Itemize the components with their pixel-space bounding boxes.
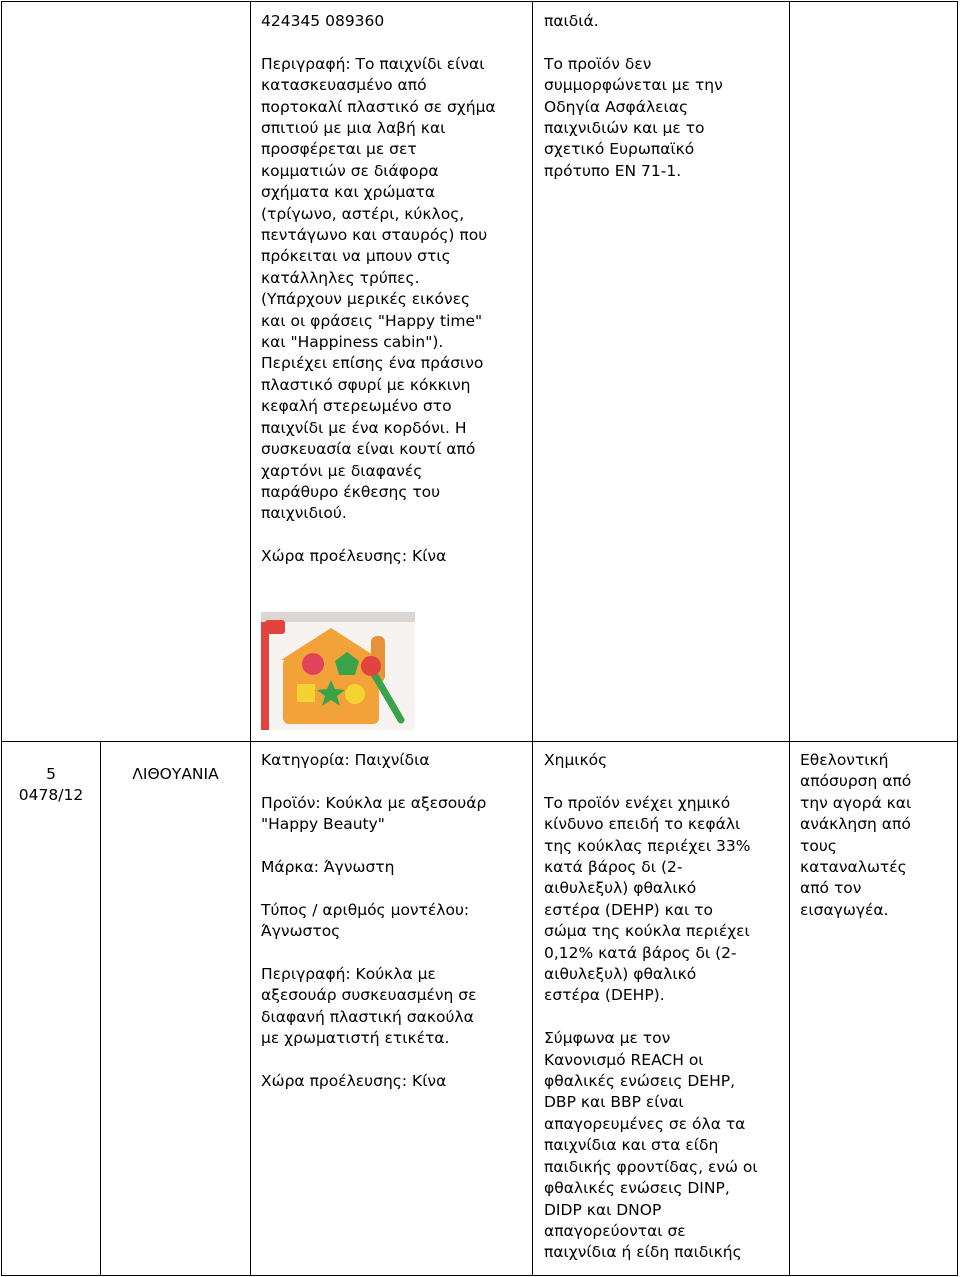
record1-risk-note-line: συμμορφώνεται με την [544, 76, 723, 95]
record1-product-cell [261, 11, 527, 568]
record2-risk-line: εστέρα (DEHP). [544, 986, 665, 1005]
record2-risk-line: κατά βάρος δι (2- [544, 858, 683, 877]
record2-number: 5 [46, 765, 56, 783]
record1-risk-cell [544, 11, 784, 182]
toy-shape-flower [345, 684, 365, 704]
record1-risk-continuation: παιδιά. [544, 12, 599, 30]
record2-regulation-line: Κανονισμό REACH οι [544, 1050, 704, 1069]
record2-brand: Μάρκα: Άγνωστη [261, 858, 395, 876]
record2-risk-type: Χημικός [544, 751, 608, 769]
record2-desc-line: με χρωματιστή ετικέτα. [261, 1029, 450, 1048]
record1-desc-line: πορτοκαλί πλαστικό σε σχήμα [261, 97, 496, 116]
record2-risk-line: κίνδυνο επειδή το κεφάλι [544, 815, 741, 834]
record1-desc-line: (Υπάρχουν μερικές εικόνες [261, 290, 471, 309]
record2-country: ΛΙΘΟΥΑΝΙΑ [132, 765, 219, 783]
record1-desc-line: πρόκειται να μπουν στις [261, 247, 451, 266]
record2-product-line: "Happy Beauty" [261, 815, 385, 834]
record1-id: 424345 089360 [261, 12, 385, 30]
record1-risk-note-line: παιχνιδιών και με το [544, 119, 705, 138]
record1-desc-line: και οι φράσεις "Happy time" [261, 311, 483, 330]
table-border-top [1, 1, 958, 2]
record2-measures-line: εισαγωγέα. [800, 900, 889, 919]
record2-measures-line: την αγορά και [800, 793, 912, 812]
record1-desc-line: Περιγραφή: Το παιχνίδι είναι [261, 54, 485, 73]
record2-model-line: Τύπος / αριθμός μοντέλου: [261, 900, 470, 919]
record2-risk-line: εστέρα (DEHP) και το [544, 900, 713, 919]
record2-regulation-line: Σύμφωνα με τον [544, 1029, 671, 1048]
record1-desc-line: κατασκευασμένο από [261, 76, 427, 95]
table-divider-3 [532, 1, 533, 1276]
record1-desc-line: παιχνιδιού. [261, 504, 347, 523]
record1-origin: Χώρα προέλευσης: Κίνα [261, 547, 447, 566]
table-border-bottom [1, 1275, 958, 1276]
record2-risk-line: αιθυλεξυλ) φθαλικό [544, 965, 697, 984]
record2-product-line: Προϊόν: Κούκλα με αξεσουάρ [261, 793, 487, 812]
record2-regulation-line: παιχνίδια και στα είδη [544, 1136, 719, 1155]
record2-regulation-line: DBP και BBP είναι [544, 1093, 684, 1112]
record2-risk-line: 0,12% κατά βάρος δι (2- [544, 943, 737, 962]
photo-box-label [265, 620, 285, 634]
record2-measures-line: ανάκληση από [800, 815, 911, 834]
record2-reference: 0478/12 [18, 786, 84, 805]
record2-risk-cell [544, 750, 788, 1264]
record1-desc-line: κατάλληλες τρύπες. [261, 268, 420, 287]
record2-regulation-line: απαγορεύονται σε [544, 1221, 686, 1240]
record1-risk-note-line: πρότυπο ΕΝ 71-1. [544, 161, 682, 180]
toy-hammer-head [361, 656, 381, 676]
record1-desc-line: συσκευασία είναι κουτί από [261, 440, 476, 459]
toy-shape-square [297, 684, 315, 702]
record2-measures-line: καταναλωτές [800, 858, 907, 877]
record2-measures-line: απόσυρση από [800, 772, 912, 791]
record2-category: Κατηγορία: Παιχνίδια [261, 751, 430, 769]
table-divider-2 [250, 1, 251, 1276]
table-divider-4 [789, 1, 790, 1276]
record2-origin: Χώρα προέλευσης: Κίνα [261, 1072, 447, 1091]
record2-desc-line: διαφανή πλαστική σακούλα [261, 1007, 474, 1026]
record1-desc-line: και "Happiness cabin"). [261, 333, 444, 352]
row-divider [1, 741, 958, 742]
record1-risk-note-line: σχετικό Ευρωπαϊκό [544, 140, 695, 159]
record1-desc-line: (τρίγωνο, αστέρι, κύκλος, [261, 204, 465, 223]
record1-desc-line: πλαστικό σφυρί με κόκκινη [261, 375, 471, 394]
record2-regulation-line: φθαλικές ενώσεις DEHP, [544, 1072, 736, 1091]
record2-desc-line: Περιγραφή: Κούκλα με [261, 965, 436, 983]
record2-regulation-line: απαγορευμένες σε όλα τα [544, 1114, 746, 1133]
record2-measures-line: από τον [800, 879, 862, 898]
record2-regulation-line: παιχνίδια ή είδη παιδικής [544, 1243, 742, 1262]
record1-desc-line: πεντάγωνο και σταυρός) που [261, 226, 488, 245]
record1-desc-line: προσφέρεται με σετ [261, 140, 417, 159]
record2-regulation-line: παιδικής φροντίδας, ενώ οι [544, 1157, 758, 1176]
record2-risk-line: αιθυλεξυλ) φθαλικό [544, 879, 697, 898]
record1-desc-line: κεφαλή στερεωμένο στο [261, 397, 452, 416]
record2-risk-line: Το προϊόν ενέχει χημικό [544, 793, 731, 812]
record1-risk-note-line: Το προϊόν δεν [544, 54, 652, 73]
record2-country-cell [101, 764, 250, 785]
record1-desc-line: χαρτόνι με διαφανές [261, 461, 423, 480]
record2-measures-cell [800, 750, 952, 921]
record2-regulation-line: φθαλικές ενώσεις DINP, [544, 1179, 730, 1198]
record1-desc-line: Περιέχει επίσης ένα πράσινο [261, 354, 484, 373]
record1-desc-line: παράθυρο έκθεσης του [261, 482, 441, 501]
table-border-right [957, 1, 958, 1276]
toy-shape-circle [302, 653, 324, 675]
record2-measures-line: Εθελοντική [800, 751, 889, 769]
record1-desc-line: παιχνίδι με ένα κορδόνι. Η [261, 418, 467, 437]
record2-measures-line: τους [800, 836, 837, 855]
record1-desc-line: κομματιών σε διάφορα [261, 161, 439, 180]
record2-regulation-line: DIDP και DNOP [544, 1200, 662, 1219]
record1-risk-note-line: Οδηγία Ασφάλειας [544, 97, 689, 116]
record2-risk-line: σώμα της κούκλα περιέχει [544, 922, 750, 941]
record2-desc-line: αξεσουάρ συσκευασμένη σε [261, 986, 477, 1005]
product-photo [261, 612, 415, 730]
table-divider-1 [100, 742, 101, 1276]
record2-model-line: Άγνωστος [261, 922, 341, 941]
record1-desc-line: σχήματα και χρώματα [261, 183, 436, 202]
photo-box-top-band [261, 612, 415, 622]
record1-desc-line: σπιτιού με μια λαβή και [261, 119, 446, 138]
record2-risk-line: της κούκλας περιέχει 33% [544, 836, 751, 855]
record2-number-cell [2, 764, 100, 807]
table-border-left [1, 1, 2, 1276]
record2-product-cell [261, 750, 527, 1092]
